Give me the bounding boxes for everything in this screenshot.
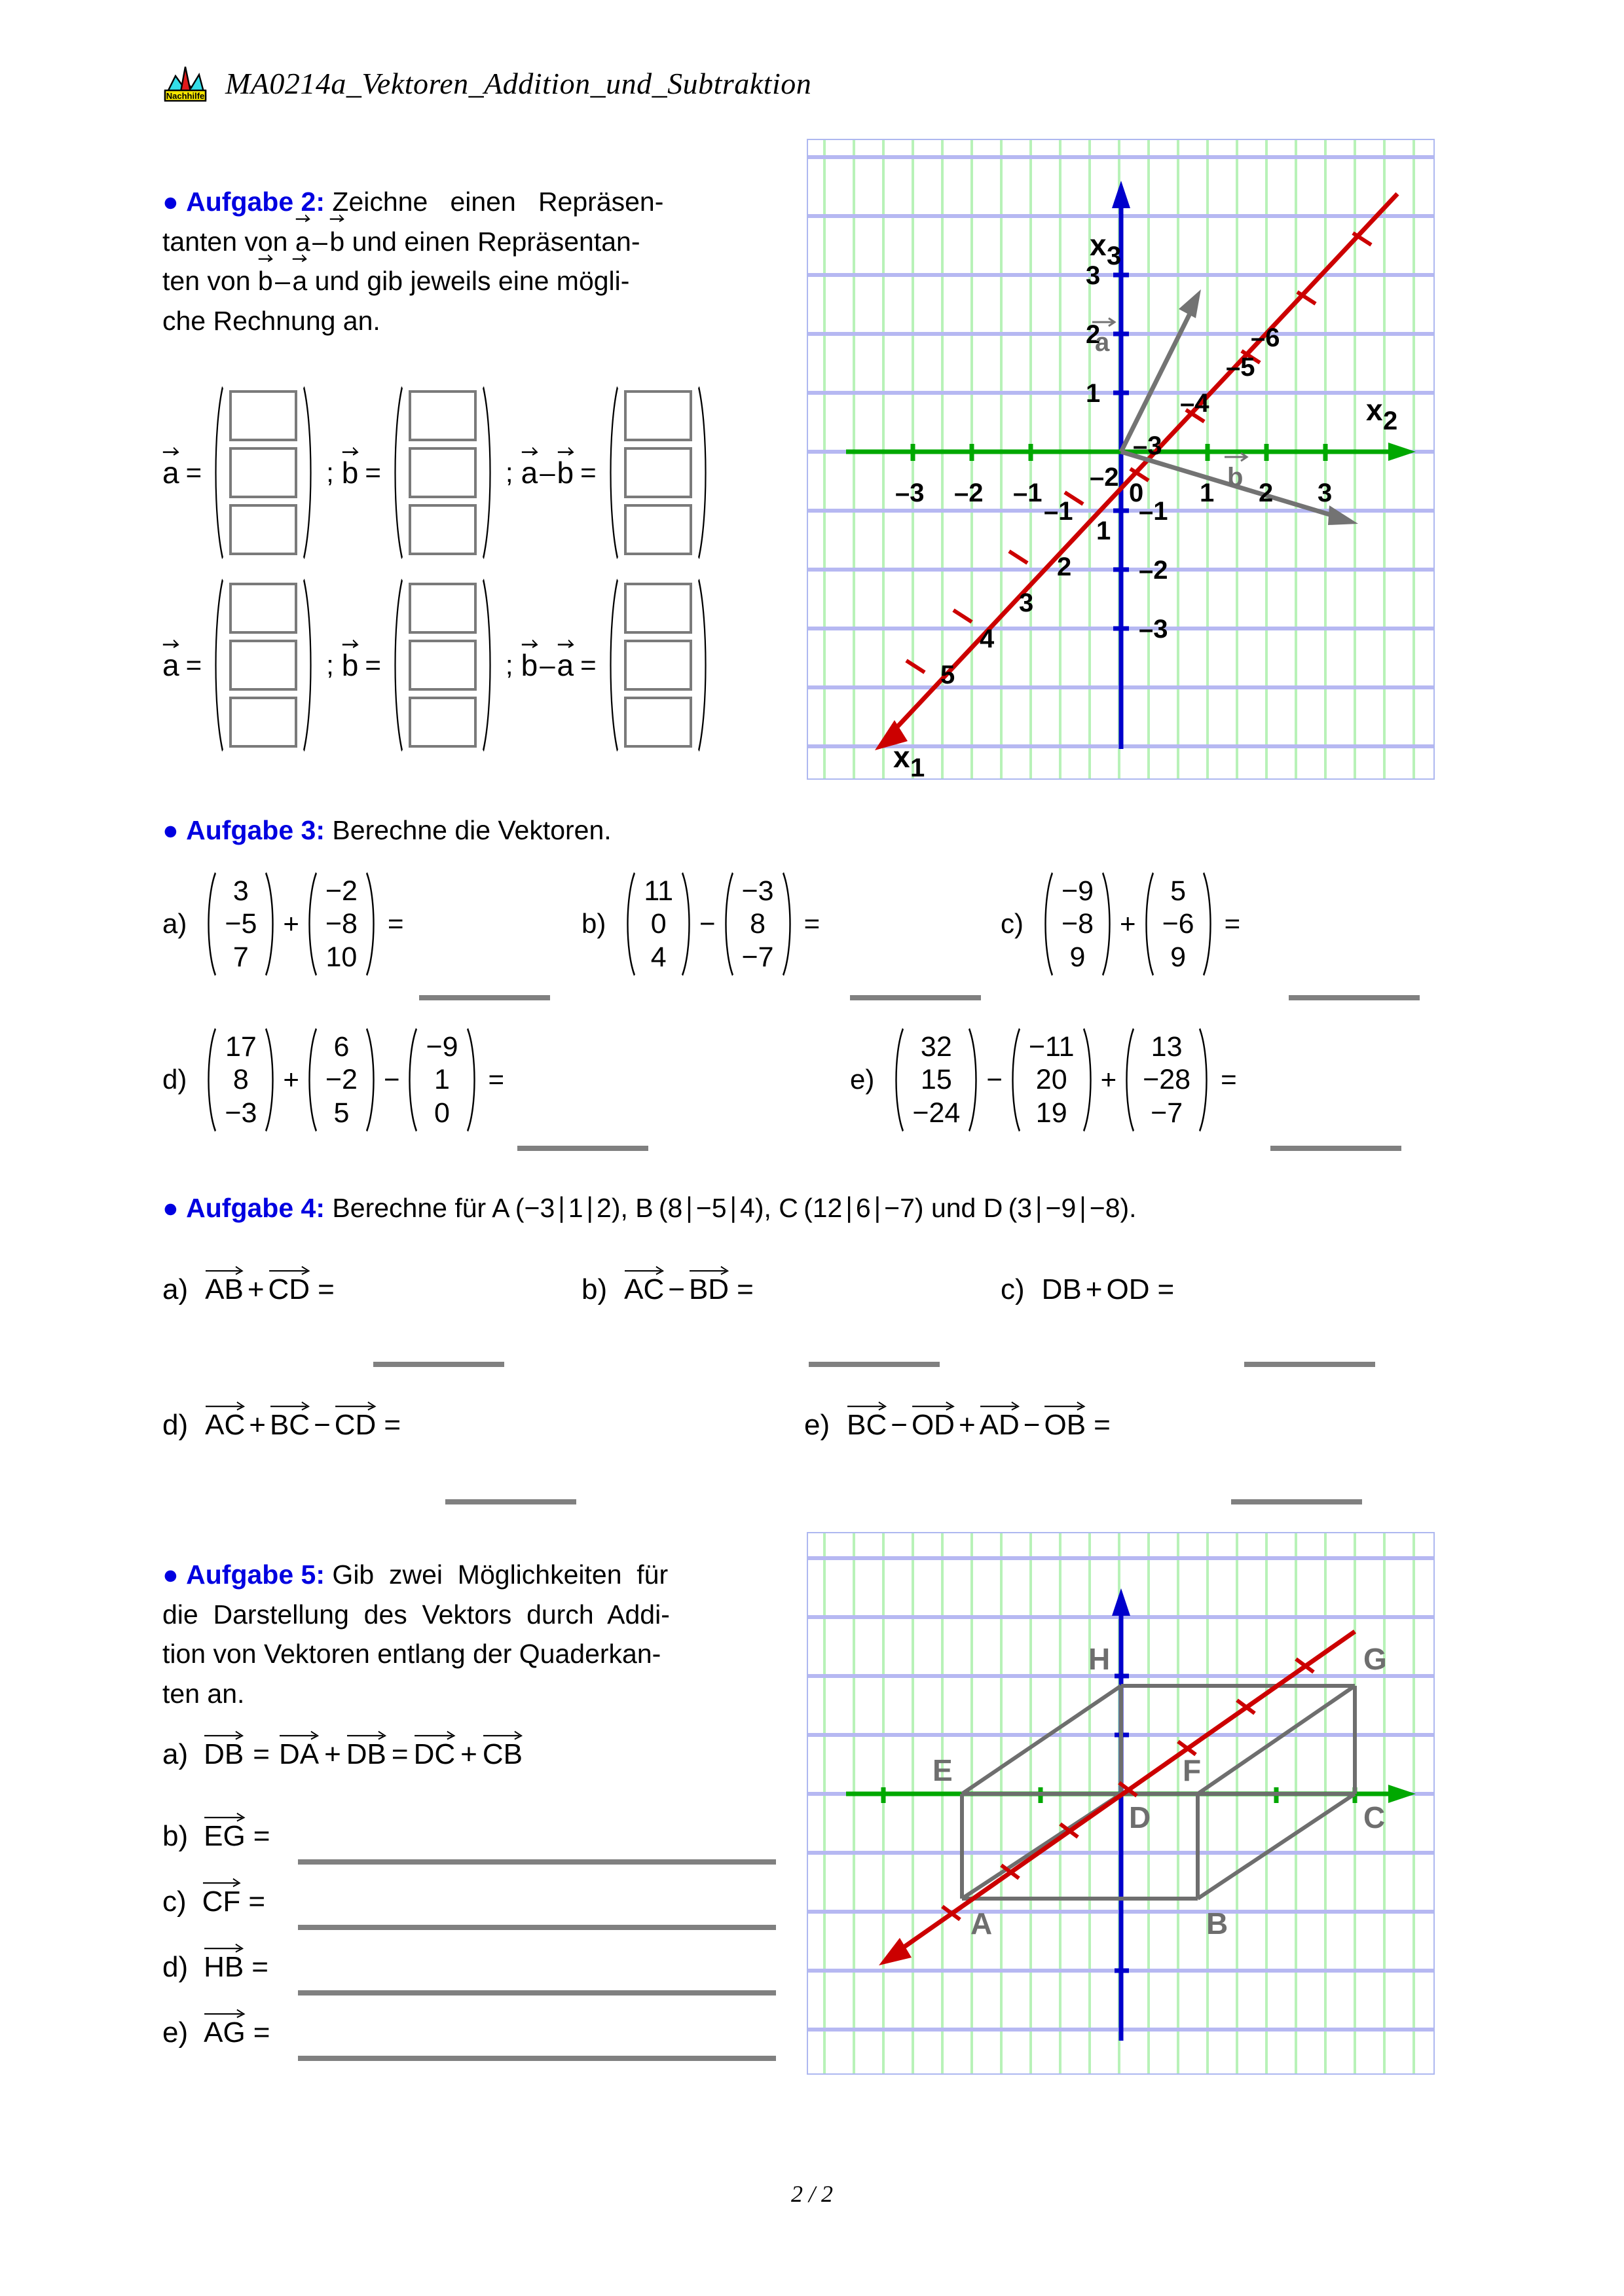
row1-equals-1: = [185,457,202,488]
vector-a-label: a [1095,328,1110,357]
vector-AG: AG [204,2016,246,2049]
vector-a-inline: a [295,222,310,262]
logo-text: Nachhilfe [166,91,205,101]
bullet-icon: ● [162,187,187,217]
row2-expr-b: b [521,647,538,683]
aufgabe-2-block [162,182,784,341]
item-key: d) [162,1064,187,1095]
row2-expr-a: a [557,647,574,683]
answer-vector-result-1[interactable] [603,384,713,562]
vector-DA: DA [279,1738,319,1771]
axis-x2 [846,443,1416,461]
answer-vector-a-2[interactable] [208,576,318,754]
tick-x2-m2: –2 [954,479,984,507]
answer-box[interactable] [624,640,692,691]
answer-line[interactable] [298,1859,776,1865]
document-title: MA0214a_Vektoren_Addition_und_Subtraktion [225,66,812,100]
aufgabe-3-row-abc [162,871,1472,977]
row1-semicolon-2: ; [505,457,513,488]
vector-BC: BC [847,1409,887,1442]
equals-sign: = [1157,1273,1175,1305]
equals-sign: = [737,1273,754,1305]
tick-x3-3: 3 [1086,261,1101,290]
aufgabe-5-item-e [162,2016,270,2049]
aufgabe-2-text: Zeichne einen Repräsen- tanten von a – b und einen Repräsentan- ten von b – a und gib jeweils eine mögli- che Rechnung an. [162,187,664,337]
answer-line[interactable] [809,1362,940,1367]
item-key: b) [581,908,606,939]
vector-OD: OD [1106,1273,1150,1305]
aufgabe-4-heading [162,1188,1472,1228]
vector-DB: DB [1041,1273,1082,1305]
tick-x1-m4: –4 [1180,389,1209,418]
answer-box[interactable] [624,447,692,498]
answer-line[interactable] [1270,1146,1401,1151]
aufgabe-5-text: Gib zwei Möglichkeiten für die Darstellung des Vektors durch Addi- tion von Vektoren entlang der Quaderkan- ten an. [162,1559,670,1709]
item-key: b) [162,1820,189,1852]
answer-box[interactable] [229,697,297,748]
aufgabe-3-item-b [581,871,1001,977]
aufgabe-3-item-d [162,1027,850,1133]
operator: + [1100,1064,1117,1095]
axis-x1 [879,1631,1355,1965]
operator: − [891,1409,908,1441]
aufgabe-4-item-c [1001,1273,1174,1306]
aufgabe-3-item-c [1001,871,1240,977]
operand-vector: 17 8 −3 [201,1027,280,1133]
aufgabe-3-item-a [162,871,581,977]
operator: + [958,1409,976,1441]
row1-equals-3: = [580,457,597,488]
operator: − [314,1409,331,1441]
answer-vector-b-1[interactable] [388,384,498,562]
axis-label-x2: x [1366,393,1383,427]
vertex-label-B: B [1206,1906,1228,1941]
item-key: d) [162,1951,189,1983]
answer-line[interactable] [1244,1362,1375,1367]
answer-line[interactable] [1231,1499,1362,1504]
tick-x1-m5: –5 [1226,353,1255,382]
aufgabe-2-row-2 [162,576,713,754]
aufgabe-3-text: Berechne die Vektoren. [332,815,612,845]
aufgabe-3-label: Aufgabe 3: [186,815,325,845]
answer-box[interactable] [229,447,297,498]
equals-sign: = [488,1064,505,1095]
tick-x3-m3: –3 [1139,615,1168,644]
vector-DB: DB [204,1738,244,1771]
answer-line[interactable] [298,1990,776,1995]
coordinate-system-aufgabe-2 [807,139,1435,780]
bullet-icon: ● [162,815,187,845]
vector-BD: BD [689,1273,729,1306]
aufgabe-4-item-d [162,1409,804,1442]
equals-sign: = [248,1886,266,1918]
vertex-label-F: F [1183,1753,1202,1787]
answer-vector-b-2[interactable] [388,576,498,754]
operator: + [1085,1273,1103,1305]
operator: − [668,1273,685,1305]
tick-x3-m2: –2 [1139,556,1168,585]
answer-box[interactable] [229,640,297,691]
cuboid-diagram-aufgabe-5 [807,1532,1435,2075]
operand-vector: 11 0 4 [620,871,697,977]
row2-equals-1: = [185,649,202,680]
operand-vector: 6 −2 5 [302,1027,381,1133]
tick-x1-m3: –3 [1133,431,1162,460]
operator: + [283,1064,299,1095]
answer-line[interactable] [298,1925,776,1930]
answer-box[interactable] [409,640,477,691]
row2-equals-3: = [580,649,597,680]
coordinate-axes [808,140,1433,782]
answer-line[interactable] [445,1499,576,1504]
answer-line[interactable] [373,1362,504,1367]
aufgabe-5-item-a [162,1738,523,1771]
tick-x3-1: 1 [1086,379,1101,408]
item-key: e) [162,2016,189,2049]
tick-x1-4: 4 [980,625,995,653]
row1-label-b: b [342,455,359,490]
vertex-label-C: C [1363,1800,1386,1834]
row1-expr-a: a [521,455,538,490]
operator: + [324,1738,341,1770]
bullet-icon: ● [162,1559,187,1590]
aufgabe-4-label: Aufgabe 4: [186,1193,325,1223]
answer-line[interactable] [298,2056,776,2061]
vector-DC: DC [414,1738,456,1771]
aufgabe-3-item-e [850,1027,1237,1133]
row1-minus: – [540,457,555,488]
operator: + [249,1409,266,1441]
tick-x1-2: 2 [1057,553,1072,581]
vector-CD: CD [268,1273,310,1306]
operator: + [247,1273,265,1305]
answer-box[interactable] [409,504,477,555]
tick-x3-m1: –1 [1139,497,1168,526]
vector-AB: AB [205,1273,244,1306]
aufgabe-4-row-de [162,1409,1472,1442]
row2-label-a: a [162,647,179,683]
tick-x2-m3: –3 [895,479,925,507]
axis-label-x3: x [1090,228,1107,262]
operator: − [986,1064,1003,1095]
operand-vector: −2 −8 10 [302,871,381,977]
aufgabe-5-paragraph [162,1555,784,1714]
operand-vector: 32 15 −24 [889,1027,984,1133]
vector-AC: AC [205,1409,245,1442]
row1-expr-b: b [557,455,574,490]
item-key: a) [162,1273,189,1305]
item-key: a) [162,908,187,939]
operand-vector: −9 1 0 [402,1027,481,1133]
answer-box[interactable] [229,583,297,634]
tick-x1-1: 1 [1096,517,1111,545]
vector-DB-2: DB [346,1738,386,1771]
operand-vector: −9 −8 9 [1038,871,1117,977]
aufgabe-3-heading [162,811,1407,850]
vertex-label-G: G [1363,1642,1387,1676]
item-key: e) [804,1409,830,1441]
operator: + [283,908,299,939]
equals-sign-2: = [391,1738,409,1770]
tick-x1-5: 5 [940,661,955,689]
aufgabe-2-row-1 [162,384,713,562]
vector-OB: OB [1044,1409,1086,1442]
axis-x3 [1112,1588,1130,2041]
equals-sign: = [384,1409,401,1441]
row2-equals-2: = [365,649,381,680]
equals-sign: = [253,2016,270,2049]
axis-label-x2-sub: 2 [1383,407,1398,435]
equals-sign: = [1221,1064,1237,1095]
vertex-label-A: A [970,1906,993,1941]
operand-vector: −3 8 −7 [718,871,798,977]
vector-EG: EG [204,1820,246,1853]
vertex-label-E: E [932,1753,953,1787]
vector-b-label: b [1227,463,1244,492]
axis-label-x1-sub: 1 [910,754,925,782]
tick-x2-3: 3 [1318,479,1333,507]
answer-box[interactable] [409,447,477,498]
vector-a-inline-2: a [292,261,307,301]
row2-minus: – [540,649,555,680]
tick-x1-3: 3 [1019,589,1034,617]
row1-equals-2: = [365,457,381,488]
vector-CB: CB [483,1738,523,1771]
vertex-label-H: H [1088,1642,1111,1676]
operand-vector: −11 20 19 [1005,1027,1098,1133]
aufgabe-4-item-a [162,1273,581,1306]
page-footer: 2 / 2 [790,2181,833,2207]
axis-label-x3-sub: 3 [1107,242,1122,270]
vector-BC: BC [270,1409,310,1442]
equals-sign: = [251,1951,268,1983]
answer-box[interactable] [624,504,692,555]
operator-2: + [460,1738,477,1770]
answer-vector-result-2[interactable] [603,576,713,754]
aufgabe-5-item-b [162,1820,270,1853]
operand-vector: 5 −6 9 [1139,871,1218,977]
vector-CF: CF [202,1886,241,1918]
item-key: c) [1001,1273,1025,1305]
vector-b-inline-2: b [258,261,273,301]
answer-box[interactable] [229,504,297,555]
vector-OD: OD [912,1409,955,1442]
item-key: e) [850,1064,875,1095]
item-key: c) [1001,908,1024,939]
bullet-icon: ● [162,1193,187,1223]
answer-box[interactable] [409,390,477,441]
aufgabe-5-label: Aufgabe 5: [186,1559,325,1590]
aufgabe-4-item-b [581,1273,1001,1306]
operand-vector: 3 −5 7 [201,871,280,977]
operand-vector: 13 −28 −7 [1119,1027,1214,1133]
answer-line[interactable] [850,995,981,1000]
vector-AD: AD [980,1409,1020,1442]
vector-CD: CD [335,1409,377,1442]
aufgabe-3-row-de [162,1027,1472,1133]
tick-x1-m2: –2 [1090,463,1119,492]
vertex-label-D: D [1129,1800,1151,1834]
page-header [162,63,811,103]
equals-sign: = [253,1738,270,1770]
aufgabe-4-item-e [804,1409,1111,1442]
tick-x2-2: 2 [1259,479,1274,507]
aufgabe-2-label: Aufgabe 2: [186,187,325,217]
answer-line[interactable] [1289,995,1420,1000]
tick-x3-2: 2 [1086,320,1101,349]
cuboid-art [808,1533,1433,2073]
equals-sign: = [253,1820,270,1852]
equals-sign: = [1094,1409,1111,1441]
aufgabe-2-paragraph [162,182,784,341]
item-key: c) [162,1886,187,1918]
tick-origin: 0 [1129,479,1144,507]
answer-box[interactable] [409,583,477,634]
vector-AC: AC [624,1273,664,1306]
aufgabe-5-item-d [162,1951,268,1984]
vector-a-arrow [1121,289,1201,452]
aufgabe-5-block [162,1555,784,1714]
answer-box[interactable] [624,583,692,634]
operator: − [1023,1409,1041,1441]
answer-box[interactable] [624,390,692,441]
tick-x1-m6: –6 [1251,323,1280,352]
row2-semicolon-1: ; [326,649,334,680]
operator: − [383,1064,400,1095]
operator: + [1120,908,1136,939]
item-key: d) [162,1409,189,1441]
answer-line[interactable] [517,1146,648,1151]
answer-line[interactable] [419,995,550,1000]
item-key: b) [581,1273,608,1305]
vector-b-inline: b [329,222,344,262]
equals-sign: = [1224,908,1241,939]
tick-x2-m1: –1 [1013,479,1043,507]
aufgabe-4-text: Berechne für A (−3∣1∣2), B (8∣−5∣4), C (12∣6∣−7) und D (3∣−9∣−8). [332,1193,1137,1223]
equals-sign: = [318,1273,335,1305]
row2-label-b: b [342,647,359,683]
row2-semicolon-2: ; [505,649,513,680]
equals-sign: = [803,908,821,939]
item-key: a) [162,1738,189,1770]
axis-label-x1: x [893,740,910,774]
vector-HB: HB [204,1951,244,1984]
tick-x1-m1: –1 [1044,497,1073,526]
operator: − [699,908,716,939]
aufgabe-5-item-c [162,1886,265,1918]
equals-sign: = [387,908,404,939]
row1-semicolon-1: ; [326,457,334,488]
aufgabe-4-row-abc [162,1273,1472,1306]
tick-x2-1: 1 [1200,479,1215,507]
nachhilfe-logo-icon [162,63,208,103]
answer-box[interactable] [624,697,692,748]
row1-label-a: a [162,455,179,490]
answer-box[interactable] [409,697,477,748]
answer-vector-a-1[interactable] [208,384,318,562]
answer-box[interactable] [229,390,297,441]
